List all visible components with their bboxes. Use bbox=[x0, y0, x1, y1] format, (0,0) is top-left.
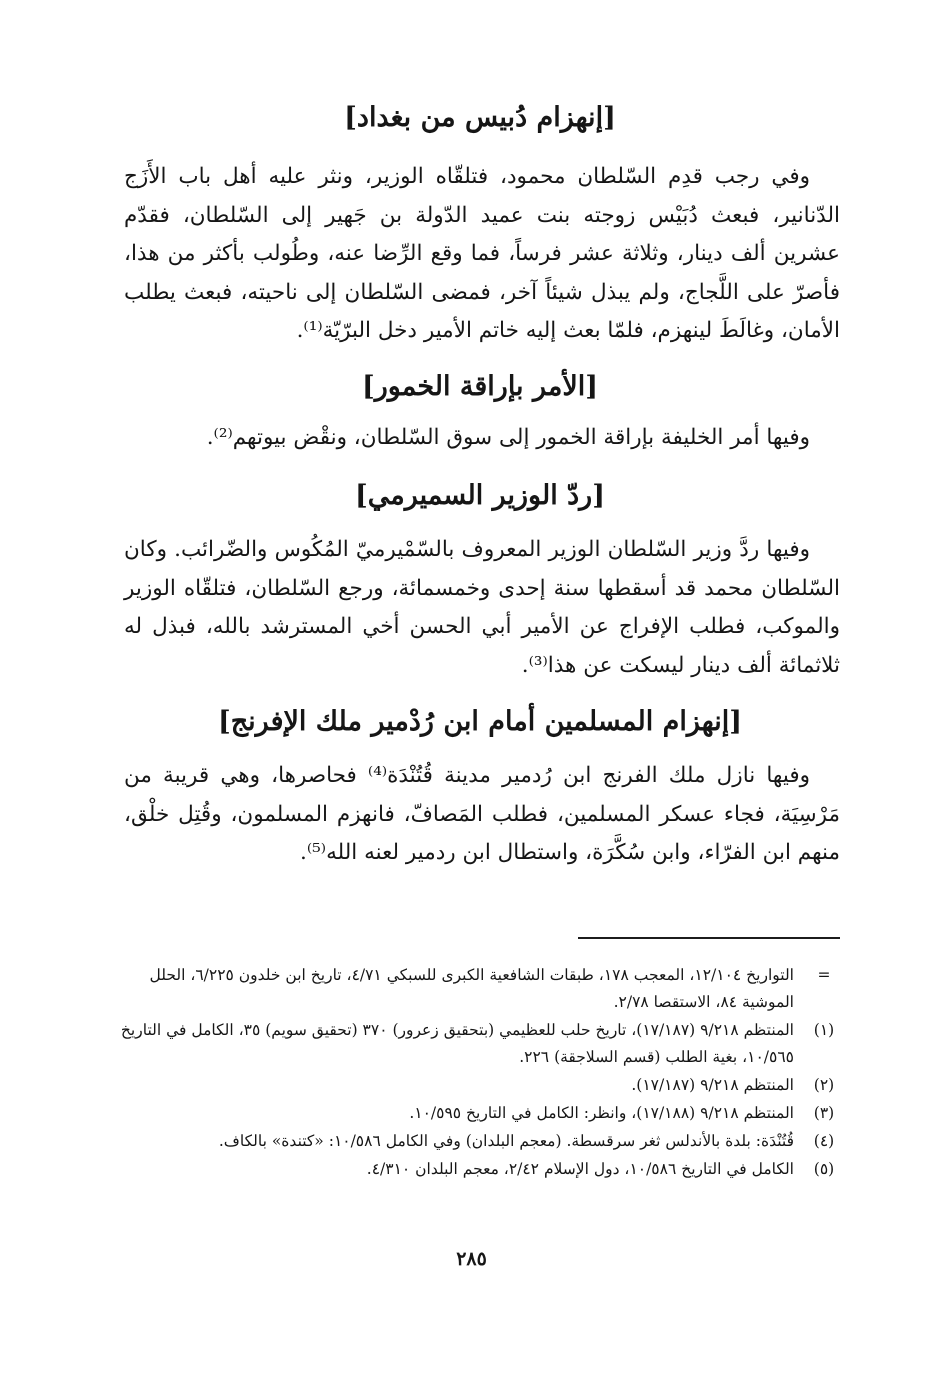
section-heading: [إنهزام دُبيس من بغداد] bbox=[344, 102, 616, 133]
footnote-item bbox=[118, 1072, 844, 1099]
footnote-text: التواريخ ١٢/١٠٤، المعجب ١٧٨، طبقات الشافعية الكبرى للسبكي ٤/٧١، تاريخ ابن خلدون ٦/٢٢٥، الحلل الموشية ٨٤، الاستقصا ٢/٧٨. bbox=[149, 966, 794, 1011]
footnote-number: (٤) bbox=[813, 1132, 835, 1150]
section-heading: [الأمر بإراقة الخمور] bbox=[361, 371, 599, 402]
section-paragraph bbox=[124, 419, 840, 458]
footnote-item bbox=[118, 1100, 844, 1127]
section-heading: [ردّ الوزير السميرمي] bbox=[355, 480, 605, 511]
footnote-text: الكامل في التاريخ ١٠/٥٨٦، دول الإسلام ٢/٤٢، معجم البلدان ٤/٣١٠. bbox=[366, 1160, 794, 1178]
paragraph-text: وفيها أمر الخليفة بإراقة الخمور إلى سوق السّلطان، ونقْض بيوتهم⁽²⁾. bbox=[206, 425, 810, 450]
footnote-item bbox=[118, 1017, 844, 1071]
section-paragraph bbox=[124, 158, 840, 351]
footnote-text: المنتظم ٩/٢١٨ (١٧/١٨٧). bbox=[631, 1076, 794, 1094]
section-paragraph bbox=[124, 531, 840, 685]
footnote-number: (٢) bbox=[813, 1076, 835, 1094]
footnote-separator bbox=[578, 937, 840, 939]
paragraph-text: وفيها ردَّ وزير السّلطان الوزير المعروف بالسّمْيرميّ المُكُوس والضّرائب. وكان السّلطان محمد قد أسقطها سنة إحدى وخمسمائة، ورجع السّلطان، فتلقّاه الوزير والموكب، فطلب الإفراج عن الأمير أبي الحسن أخي المسترشد بالله، فبذل له ثلاثمائة ألف دينار ليسكت عن هذا⁽³⁾. bbox=[124, 537, 840, 678]
footnote-item bbox=[118, 1128, 844, 1155]
paragraph-text: وفي رجب قدِم السّلطان محمود، فتلقّاه الوزير، ونثر عليه أهل باب الأَزَج الدّنانير، فبعث دُبَيْس زوجته بنت عميد الدّولة بن جَهير إلى السّلطان، فقدّم عشرين ألف دينار، وثلاثة عشر فرساً، فما وقع الرِّضا عنه، وطُولب بأكثر من هذا، فأصرّ على اللَّجاج، ولم يبذل شيئاً آخر، فمضى السّلطان إلى ناحيته، فبعث يطلب الأمان، وغالَطَ لينهزم، فلمّا بعث إليه خاتم الأمير دخل البرّيّة⁽¹⁾. bbox=[124, 164, 840, 343]
paragraph-text: وفيها نازل ملك الفرنج ابن رُدمير مدينة قُتُنْدَة⁽⁴⁾ فحاصرها، وهي قريبة من مَرْسِيَة، فجاء عسكر المسلمين، فطلب المَصافّ، فانهزم المسلمون، وقُتِل خلْق، منهم ابن الفرّاء، وابن سُكَّرَة، واستطال ابن ردمير لعنه الله⁽⁵⁾. bbox=[124, 763, 840, 865]
footnote-number: (٣) bbox=[813, 1104, 835, 1122]
footnote-number: = bbox=[817, 966, 831, 984]
page-number: ٢٨٥ bbox=[456, 1248, 487, 1270]
section-paragraph bbox=[124, 757, 840, 873]
footnote-text: المنتظم ٩/٢١٨ (١٧/١٨٨)، وانظر: الكامل في التاريخ ١٠/٥٩٥. bbox=[409, 1104, 794, 1122]
footnote-text: المنتظم ٩/٢١٨ (١٧/١٨٧)، تاريخ حلب للعظيمي (بتحقيق زعرور) ٣٧٠ (تحقيق سويم) ٣٥، الكامل في التاريخ ١٠/٥٦٥، بغية الطلب (قسم السلاجقة) ٢٢٦. bbox=[120, 1021, 794, 1066]
section-heading: [إنهزام المسلمين أمام ابن رُدْمير ملك الإفرنج] bbox=[217, 706, 743, 737]
footnote-item bbox=[118, 1156, 844, 1183]
footnote-number: (٥) bbox=[813, 1160, 835, 1178]
footnote-text: قُتُنْدَة: بلدة بالأندلس ثغر سرقسطة. (معجم البلدان) وفي الكامل ١٠/٥٨٦: «كتندة» بالكاف. bbox=[218, 1132, 794, 1150]
footnotes bbox=[118, 962, 844, 1184]
footnote-number: (١) bbox=[813, 1021, 835, 1039]
footnote-item bbox=[118, 962, 844, 1016]
